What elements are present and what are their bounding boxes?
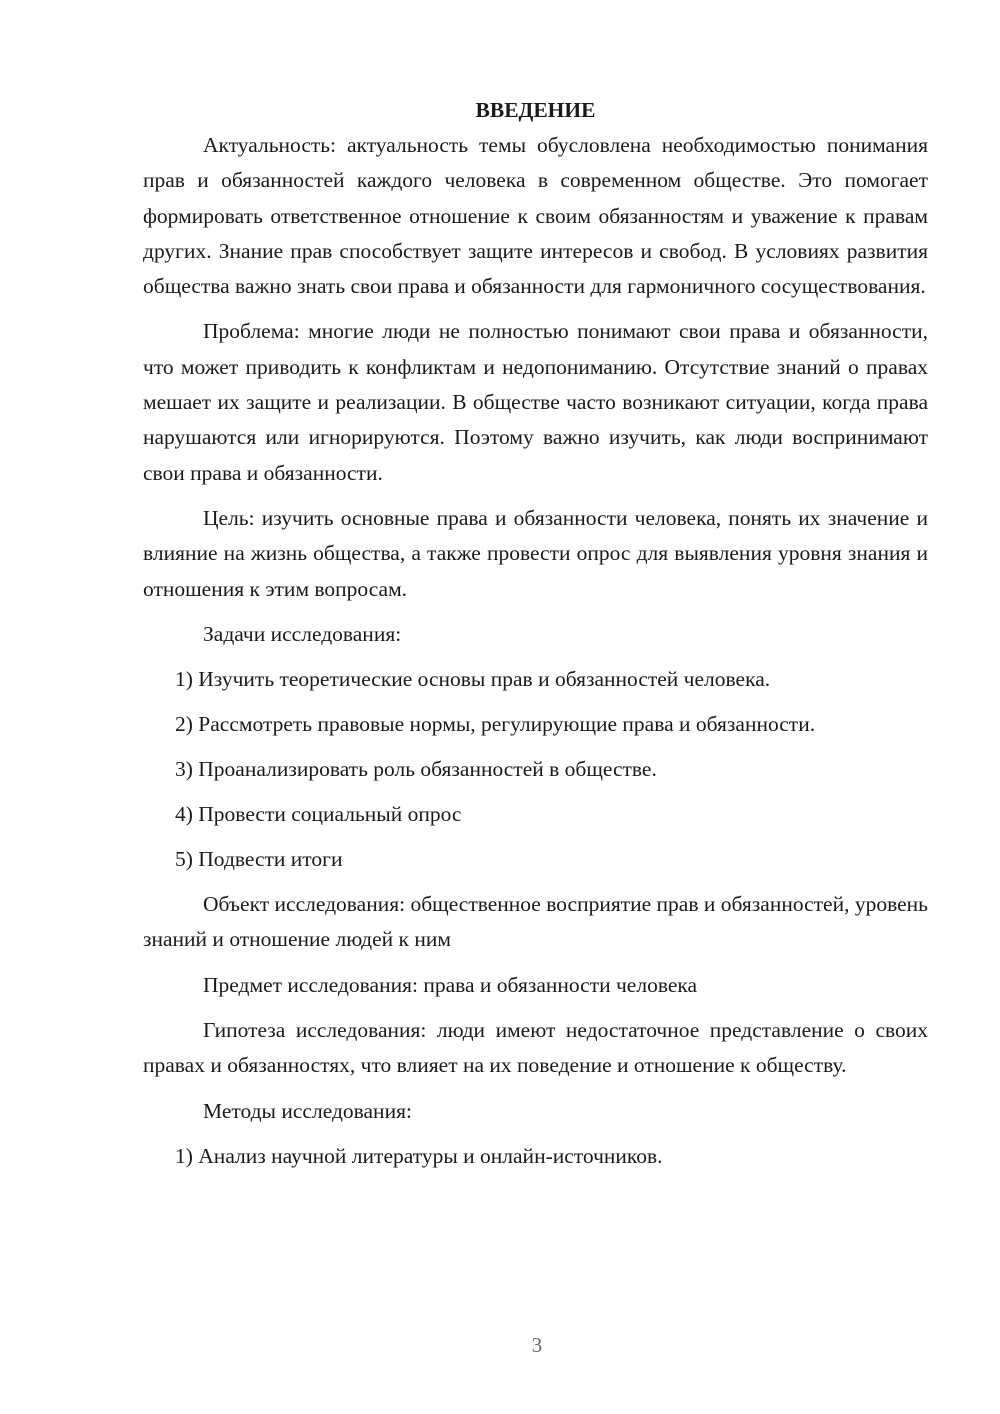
method-item-1: 1) Анализ научной литературы и онлайн-источников. [175,1143,663,1168]
paragraph-hypothesis: Гипотеза исследования: люди имеют недостаточное представление о своих правах и обязанностях, что влияет на их поведение и отношение к обществу. [143,1018,928,1078]
paragraph-object: Объект исследования: общественное восприятие прав и обязанностей, уровень знаний и отношение людей к ним [143,892,928,952]
task-item-4: 4) Провести социальный опрос [175,802,462,827]
paragraph-subject: Предмет исследования: права и обязанности человека [203,972,698,997]
paragraph-goal: Цель: изучить основные права и обязанности человека, понять их значение и влияние на жизнь общества, а также провести опрос для выявления уровня знания и отношения к этим вопросам. [143,505,928,601]
tasks-heading: Задачи исследования: [203,621,402,646]
methods-heading: Методы исследования: [203,1098,412,1123]
paragraph-problem: Проблема: многие люди не полностью понимают свои права и обязанности, что может приводить к конфликтам и недопониманию. Отсутствие знаний о правах мешает их защите и реализации. В обществе часто возникают ситуации, когда права нарушаются или игнорируются. Поэтому важно изучить, как люди воспринимают свои права и обязанности. [143,319,928,485]
task-item-5: 5) Подвести итоги [175,847,343,872]
page-content [143,93,928,1174]
page-number: 3 [531,1333,543,1357]
task-item-1: 1) Изучить теоретические основы прав и обязанностей человека. [175,667,771,692]
task-item-3: 3) Проанализировать роль обязанностей в обществе. [175,757,657,782]
task-item-2: 2) Рассмотреть правовые нормы, регулирующие права и обязанности. [175,712,816,737]
page-title: ВВЕДЕНИЕ [475,98,596,122]
paragraph-relevance: Актуальность: актуальность темы обусловлена необходимостью понимания прав и обязанностей каждого человека в современном обществе. Это помогает формировать ответственное отношение к своим обязанностям и уважение к правам других. Знание прав способствует защите интересов и свобод. В условиях развития общества важно знать свои права и обязанности для гармоничного сосуществования. [143,133,928,299]
